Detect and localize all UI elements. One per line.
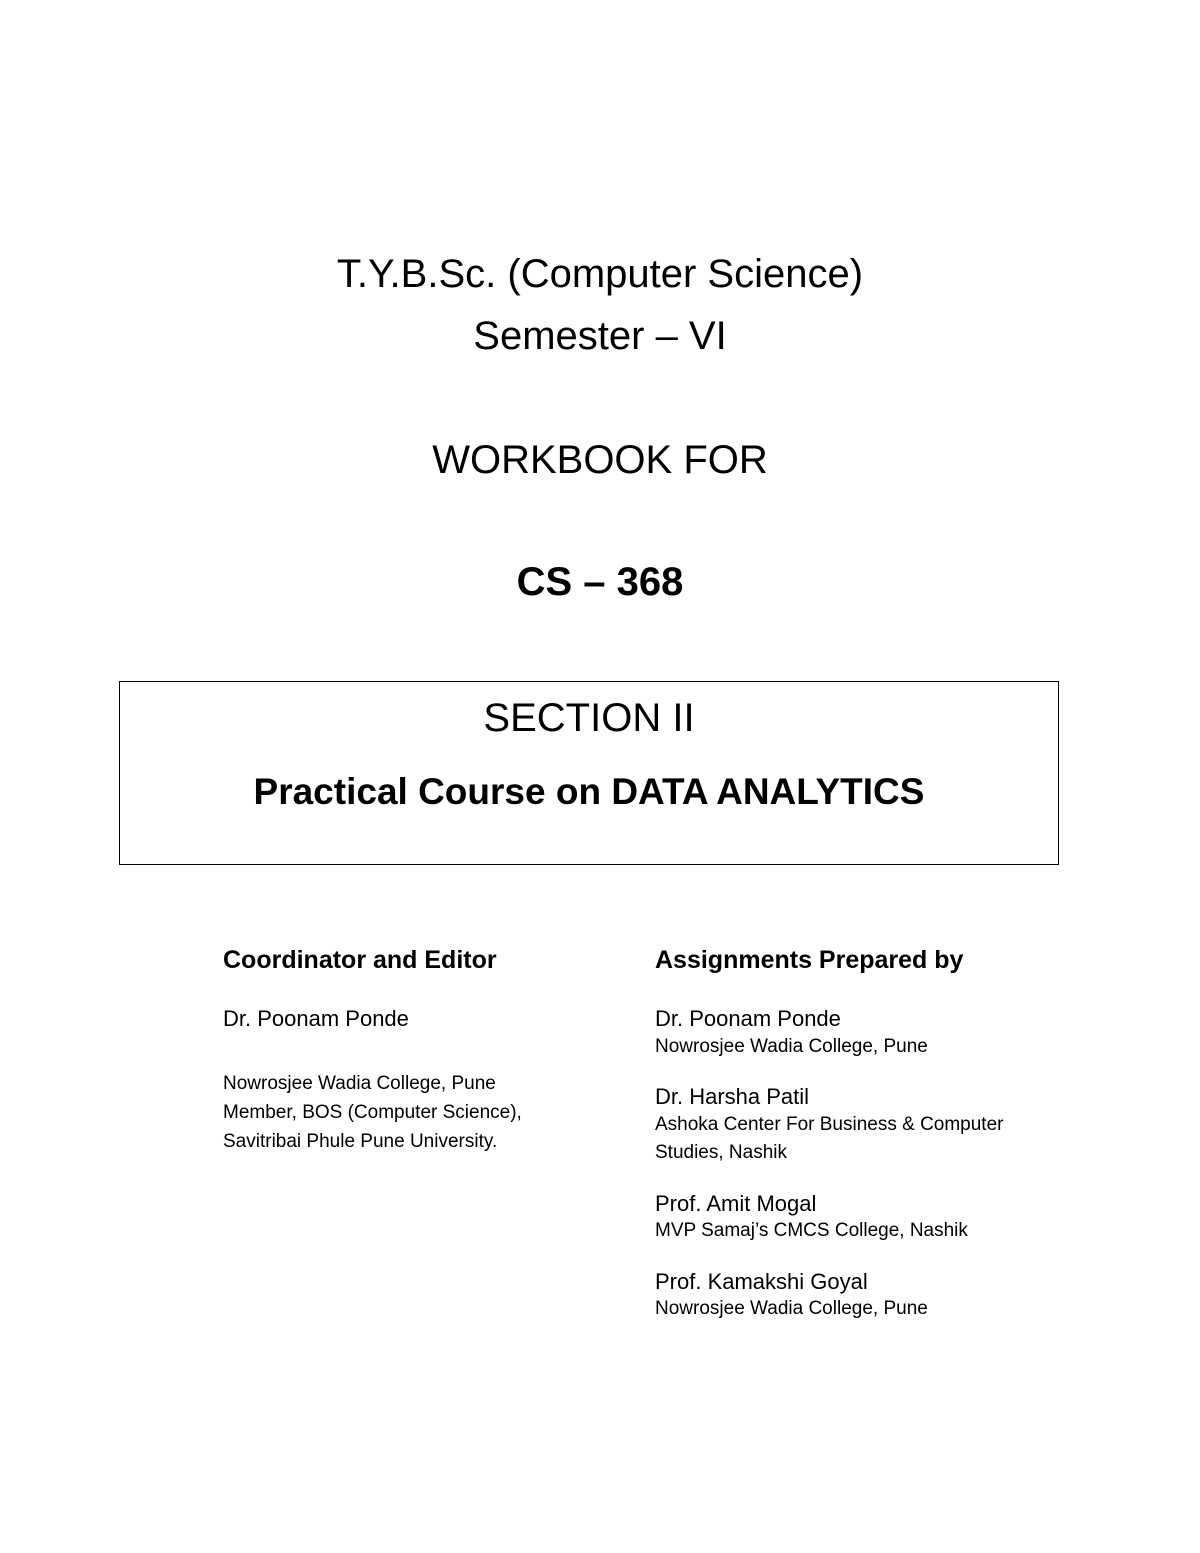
coordinator-affiliation-line: Member, BOS (Computer Science), — [223, 1101, 522, 1123]
course-title: T.Y.B.Sc. (Computer Science) — [336, 252, 864, 296]
author-affiliation: Nowrosjee Wadia College, Pune — [655, 1298, 928, 1319]
coordinator-heading: Coordinator and Editor — [223, 946, 497, 974]
author-name: Prof. Kamakshi Goyal — [655, 1268, 868, 1294]
section-box — [119, 681, 1059, 865]
author-entry — [655, 1268, 1075, 1324]
course-code: CS – 368 — [516, 560, 684, 604]
assignments-column — [655, 945, 1075, 1346]
assignments-heading: Assignments Prepared by — [655, 946, 964, 974]
coordinator-column — [223, 945, 603, 1157]
coordinator-affiliation-line: Nowrosjee Wadia College, Pune — [223, 1072, 496, 1094]
author-name: Prof. Amit Mogal — [655, 1190, 817, 1216]
section-label: SECTION II — [483, 696, 695, 740]
workbook-for-label: WORKBOOK FOR — [432, 438, 768, 482]
coordinator-name: Dr. Poonam Ponde — [223, 1006, 409, 1031]
author-name: Dr. Harsha Patil — [655, 1084, 810, 1109]
section-title: Practical Course on DATA ANALYTICS — [253, 771, 925, 812]
author-affiliation: Ashoka Center For Business & Computer Studies, Nashik — [655, 1113, 1004, 1163]
semester-label: Semester – VI — [473, 314, 727, 358]
coordinator-affiliation-line: Savitribai Phule Pune University. — [223, 1131, 498, 1153]
coordinator-affiliation — [223, 1069, 603, 1157]
author-affiliation: MVP Samaj’s CMCS College, Nashik — [655, 1220, 968, 1241]
author-name: Dr. Poonam Ponde — [655, 1006, 841, 1031]
author-entry — [655, 1190, 1075, 1246]
author-entry — [655, 1083, 1075, 1168]
author-entry — [655, 1005, 1075, 1061]
author-affiliation: Nowrosjee Wadia College, Pune — [655, 1035, 928, 1057]
